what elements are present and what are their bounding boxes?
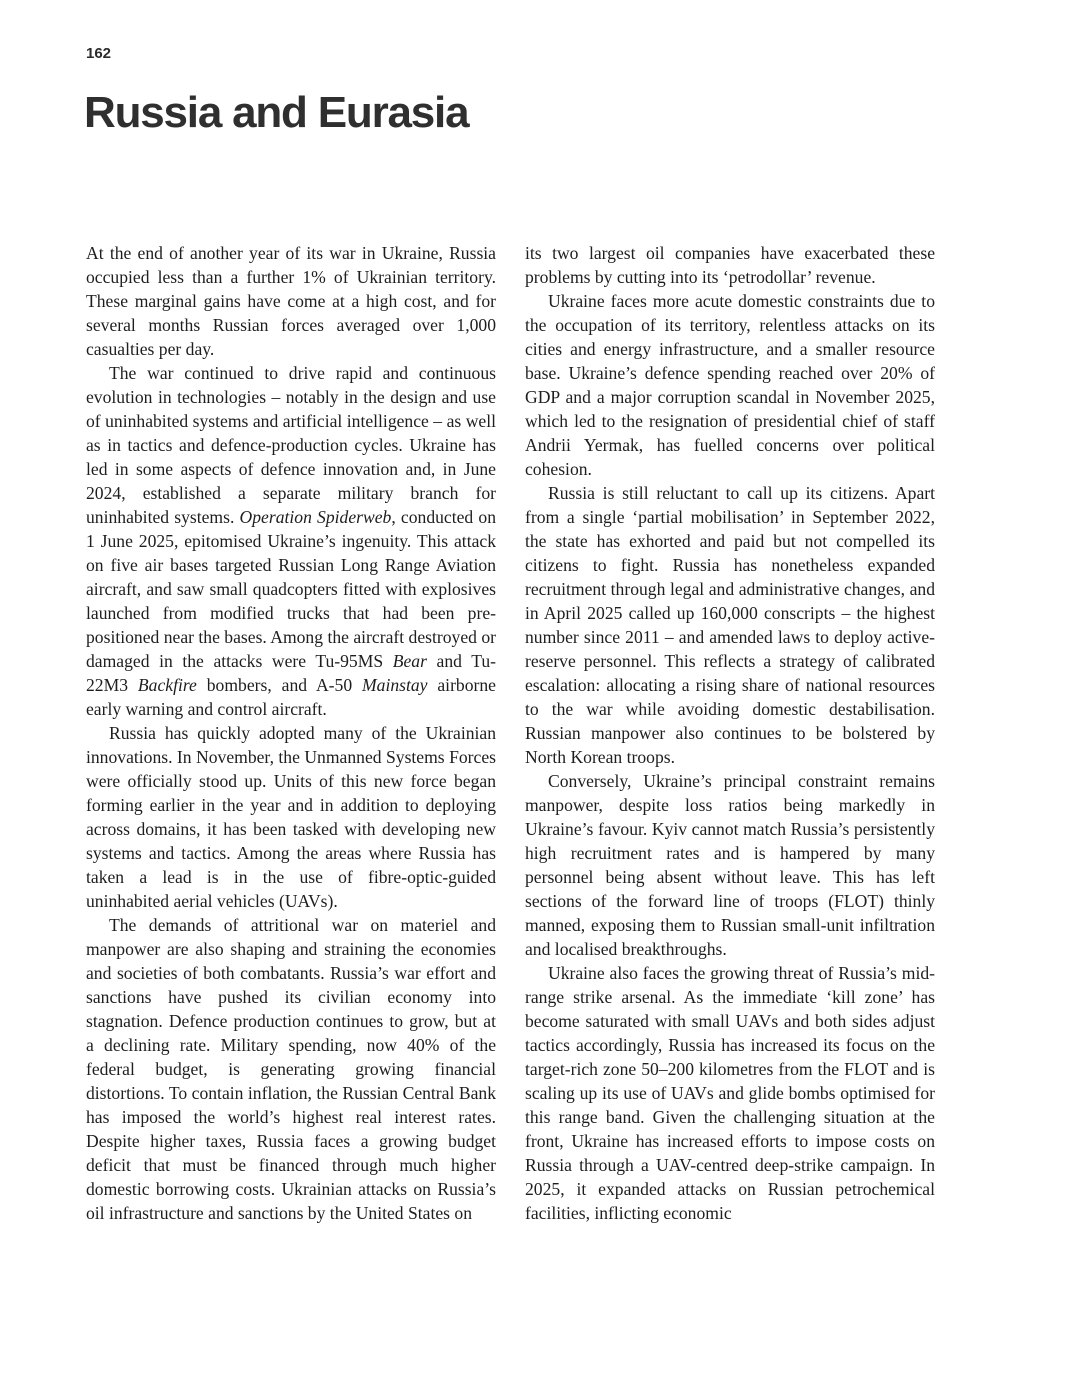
paragraph: its two largest oil companies have exacerbated these problems by cutting into its ‘petrodollar’ revenue. <box>525 243 935 287</box>
page-number: 162 <box>86 45 112 62</box>
text-run: and Tu-22M3 <box>86 651 497 695</box>
text-run: bombers, and A-50 <box>196 675 362 695</box>
italic-text: Mainstay <box>362 675 428 695</box>
paragraph: Ukraine faces more acute domestic constraints due to the occupation of its territory, relentless attacks on its cities and energy infrastructure, and a smaller resource base. Ukraine’s defence spending reached over 20% of GDP and a major corruption scandal in November 2025, which led to the resignation of presidential chief of staff Andrii Yermak, has fuelled concerns over political cohesion. <box>525 291 935 479</box>
paragraph: Conversely, Ukraine’s principal constraint remains manpower, despite loss ratios being markedly in Ukraine’s favour. Kyiv cannot match Russia’s persistently high recruitment rates and is hampered by many personnel being absent without leave. This has left sections of the forward line of troops (FLOT) thinly manned, exposing them to Russian small-unit infiltration and localised breakthroughs. <box>525 771 935 959</box>
paragraph: Russia is still reluctant to call up its citizens. Apart from a single ‘partial mobilisation’ in September 2022, the state has exhorted and paid but not compelled its citizens to fight. Russia has nonetheless expanded recruitment through legal and administrative changes, and in April 2025 called up 160,000 conscripts – the highest number since 2011 – and amended laws to deploy active-reserve personnel. This reflects a strategy of calibrated escalation: allocating a rising share of national resources to the war while avoiding domestic destabilisation. Russian manpower also continues to be bolstered by North Korean troops. <box>525 483 935 767</box>
italic-text: Backfire <box>137 675 197 695</box>
italic-text: Bear <box>392 651 427 671</box>
text-run: , conducted on 1 June 2025, epitomised Ukraine’s ingenuity. This attack on five air bases targeted Russian Long Range Aviation aircraft, and saw small quadcopters fitted with explosives launched from modified trucks that had been pre-positioned near the bases. Among the aircraft destroyed or damaged in the attacks were Tu-95MS <box>86 507 497 671</box>
paragraph: Ukraine also faces the growing threat of Russia’s mid-range strike arsenal. As the immediate ‘kill zone’ has become saturated with small UAVs and both sides adjust tactics accordingly, Russia has increased its focus on the target-rich zone 50–200 kilometres from the FLOT and is scaling up its use of UAVs and glide bombs optimised for this range band. Given the challenging situation at the front, Ukraine has increased efforts to impose costs on Russia through a UAV-centred deep-strike campaign. In 2025, it expanded attacks on Russian petrochemical facilities, inflicting economic <box>525 963 935 1223</box>
chapter-title: Russia and Eurasia <box>84 88 469 137</box>
paragraph: At the end of another year of its war in Ukraine, Russia occupied less than a further 1% of Ukrainian territory. These marginal gains have come at a high cost, and for several months Russian forces averaged over 1,000 casualties per day. <box>86 243 496 359</box>
paragraph <box>86 361 496 721</box>
left-column <box>86 241 496 1225</box>
text-run: airborne early warning and control aircraft. <box>86 675 496 719</box>
paragraph: Russia has quickly adopted many of the Ukrainian innovations. In November, the Unmanned Systems Forces were officially stood up. Units of this new force began forming earlier in the year and in addition to deploying across domains, it has been tasked with developing new systems and tactics. Among the areas where Russia has taken a lead is in the use of fibre-optic-guided uninhabited aerial vehicles (UAVs). <box>86 723 496 911</box>
paragraph: The demands of attritional war on materiel and manpower are also shaping and straining the economies and societies of both combatants. Russia’s war effort and sanctions have pushed its civilian economy into stagnation. Defence production continues to grow, but at a declining rate. Military spending, now 40% of the federal budget, is generating growing financial distortions. To contain inflation, the Russian Central Bank has imposed the world’s highest real interest rates. Despite higher taxes, Russia faces a growing budget deficit that must be financed through much higher domestic borrowing costs. Ukrainian attacks on Russia’s oil infrastructure and sanctions by the United States on <box>86 915 496 1223</box>
text-run: The war continued to drive rapid and continuous evolution in technologies – notably in the design and use of uninhabited systems and artificial intelligence – as well as in tactics and defence-production cycles. Ukraine has led in some aspects of defence innovation and, in June 2024, established a separate military branch for uninhabited systems. <box>86 363 496 527</box>
italic-text: Operation Spiderweb <box>239 507 392 527</box>
right-column <box>525 241 935 1225</box>
